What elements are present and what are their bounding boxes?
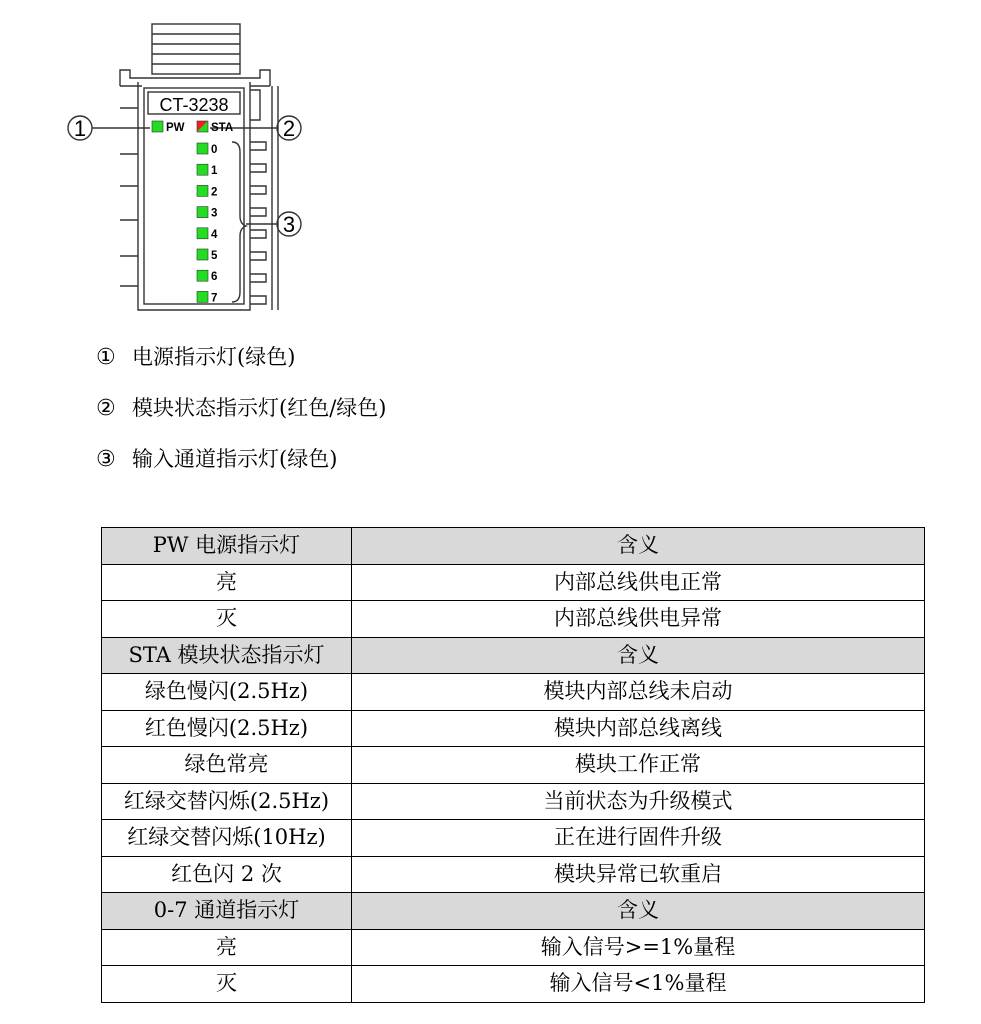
table-row (102, 674, 925, 711)
indicator-table (101, 527, 925, 1003)
meaning-cell: 模块内部总线未启动 (352, 674, 925, 711)
callout-2: 2 (282, 116, 296, 141)
indicator-header-cell: PW 电源指示灯 (102, 528, 352, 565)
table-header-row (102, 637, 925, 674)
channel-label-0: 0 (211, 144, 218, 156)
indicator-legend (96, 332, 386, 485)
pw-label: PW (166, 122, 185, 134)
meaning-cell: 内部总线供电异常 (352, 601, 925, 638)
legend-text: 输入通道指示灯(绿色) (132, 447, 338, 471)
meaning-cell: 当前状态为升级模式 (352, 783, 925, 820)
table-header-row (102, 528, 925, 565)
state-cell: 红色闪 2 次 (102, 856, 352, 893)
state-cell: 灭 (102, 601, 352, 638)
channel-label-1: 1 (211, 165, 218, 178)
state-cell: 红绿交替闪烁(10Hz) (102, 820, 352, 857)
channel-label-4: 4 (211, 228, 218, 241)
table-header-row (102, 893, 925, 930)
channel-label-7: 7 (211, 292, 218, 305)
sta-led (197, 121, 208, 132)
legend-text: 模块状态指示灯(红色/绿色) (132, 396, 387, 420)
table-row (102, 820, 925, 857)
table-row (102, 601, 925, 638)
channel-label-2: 2 (211, 186, 218, 199)
table-row (102, 710, 925, 747)
channel-led-0 (197, 143, 208, 154)
legend-item-status (96, 383, 386, 434)
channel-label-3: 3 (211, 207, 218, 220)
table-row (102, 747, 925, 784)
meaning-header-cell: 含义 (352, 893, 925, 930)
channel-led-5 (197, 249, 208, 260)
channel-led-2 (197, 185, 208, 196)
sta-label: STA (211, 122, 234, 134)
meaning-cell: 模块内部总线离线 (352, 710, 925, 747)
meaning-cell: 模块异常已软重启 (352, 856, 925, 893)
callout-3: 3 (282, 212, 296, 237)
state-cell: 红绿交替闪烁(2.5Hz) (102, 783, 352, 820)
table-row (102, 856, 925, 893)
channel-led-1 (197, 164, 208, 175)
channel-led-3 (197, 207, 208, 218)
meaning-cell: 内部总线供电正常 (352, 564, 925, 601)
legend-number: ① (96, 344, 116, 370)
state-cell: 绿色慢闪(2.5Hz) (102, 674, 352, 711)
meaning-header-cell: 含义 (352, 528, 925, 565)
indicator-header-cell: STA 模块状态指示灯 (102, 637, 352, 674)
state-cell: 亮 (102, 564, 352, 601)
meaning-cell: 正在进行固件升级 (352, 820, 925, 857)
indicator-header-cell: 0-7 通道指示灯 (102, 893, 352, 930)
meaning-cell: 输入信号>=1%量程 (352, 929, 925, 966)
state-cell: 红色慢闪(2.5Hz) (102, 710, 352, 747)
channel-label-5: 5 (211, 250, 218, 262)
legend-item-power (96, 332, 386, 383)
module-diagram (60, 20, 320, 322)
pw-led (152, 121, 163, 132)
table-row (102, 564, 925, 601)
channel-led-6 (197, 270, 208, 281)
meaning-cell: 输入信号<1%量程 (352, 966, 925, 1003)
meaning-header-cell: 含义 (352, 637, 925, 674)
channel-led-4 (197, 228, 208, 239)
callout-1: 1 (73, 116, 87, 141)
legend-number: ③ (96, 446, 116, 472)
table-row (102, 929, 925, 966)
channel-led-group (197, 143, 218, 304)
legend-text: 电源指示灯(绿色) (132, 345, 296, 369)
state-cell: 亮 (102, 929, 352, 966)
state-cell: 绿色常亮 (102, 747, 352, 784)
table-row (102, 783, 925, 820)
state-cell: 灭 (102, 966, 352, 1003)
meaning-cell: 模块工作正常 (352, 747, 925, 784)
legend-item-channels (96, 434, 386, 485)
module-model-label: CT-3238 (159, 95, 229, 115)
channel-label-6: 6 (211, 271, 218, 284)
legend-number: ② (96, 395, 116, 421)
table-row (102, 966, 925, 1003)
channel-led-7 (197, 291, 208, 302)
